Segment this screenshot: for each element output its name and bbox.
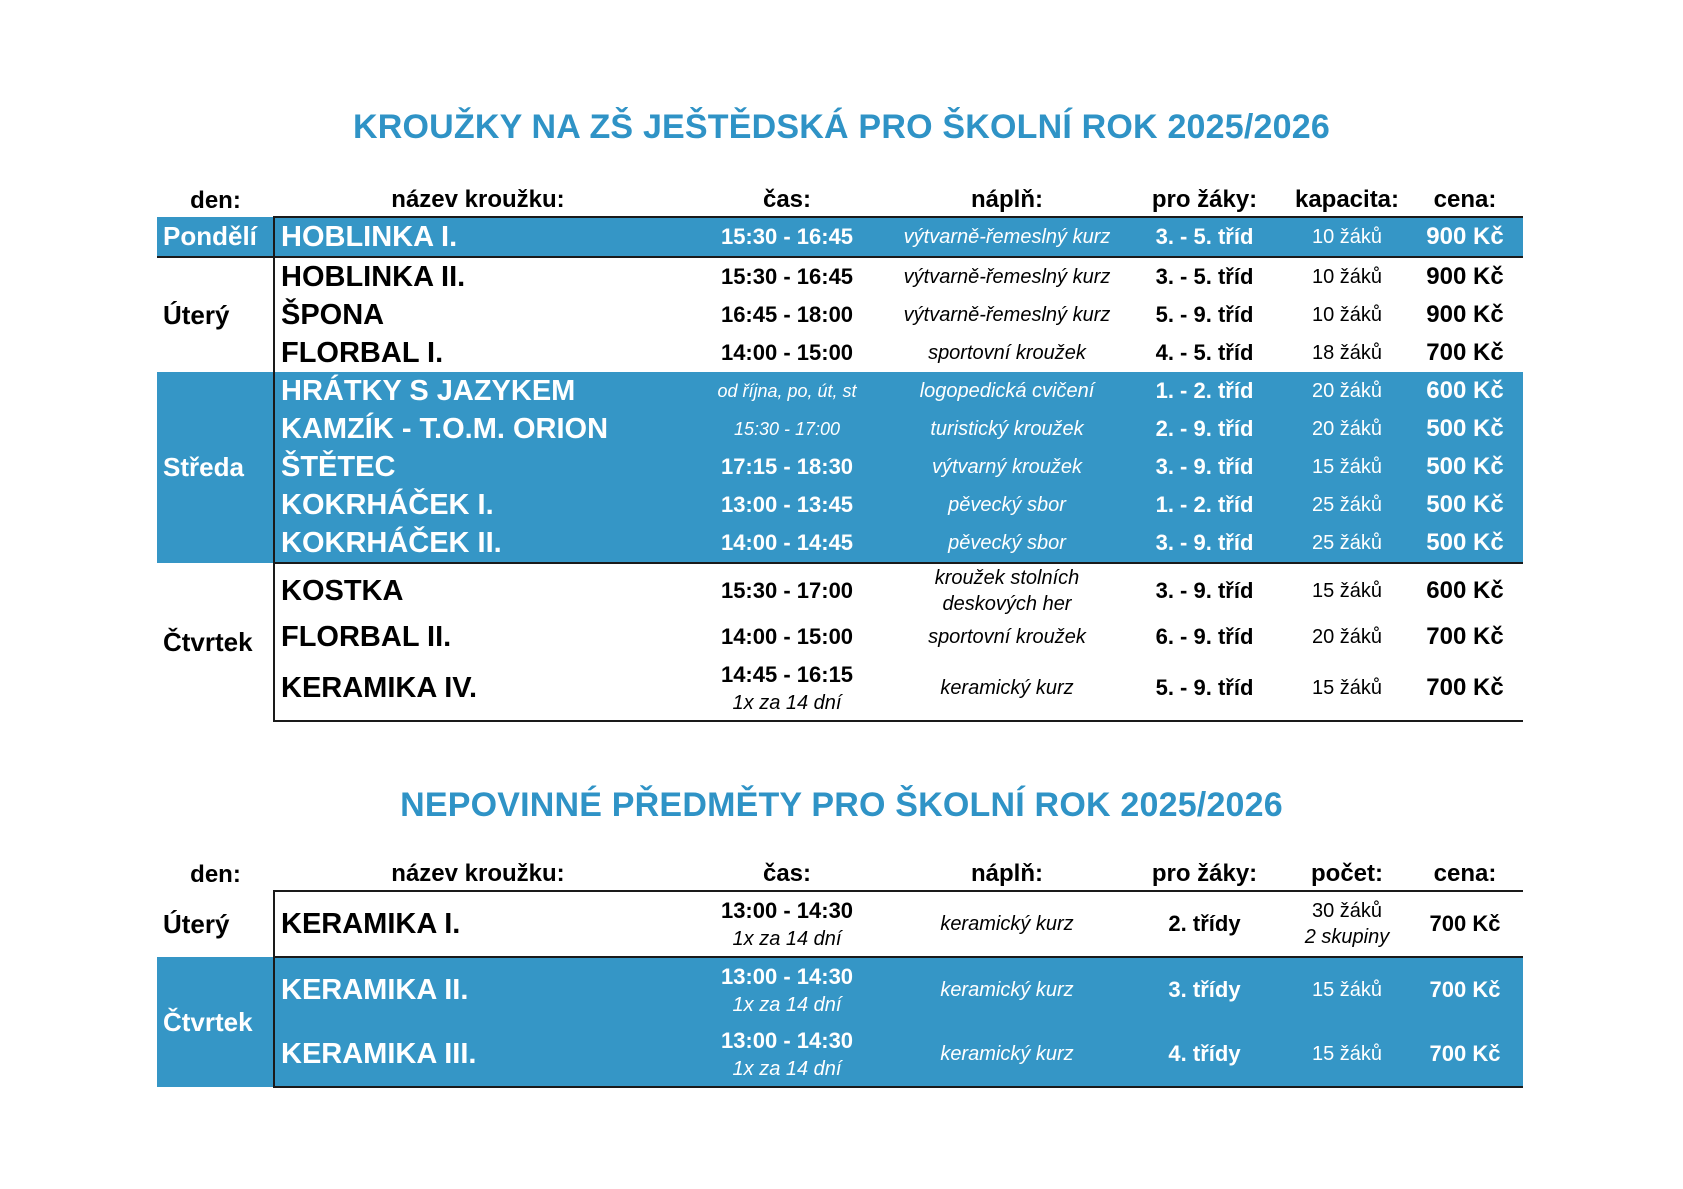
table-row [157,410,1523,448]
day-label: Středa [157,372,274,563]
club-grades: 1. - 2. tříd [1122,486,1287,524]
day-label: Úterý [163,908,230,939]
club-price: 700 Kč [1407,656,1523,721]
club-time: 15:30 - 17:00 [682,410,892,448]
club-capacity: 20 žáků [1311,626,1383,648]
club-content: sportovní kroužek [928,342,1086,364]
header-pocet: počet: [1287,854,1407,891]
header-cas: čas: [682,180,892,217]
table-row [157,656,1523,721]
club-content: keramický kurz [892,656,1122,721]
subject-time [682,891,892,957]
subject-price: 700 Kč [1407,1022,1523,1087]
club-content: pěvecký sbor [892,524,1122,563]
club-capacity: 15 žáků [1287,448,1407,486]
club-name: KAMZÍK - T.O.M. ORION [274,410,682,448]
table-row [157,524,1523,563]
club-price: 900 Kč [1426,301,1504,328]
club-name: ŠPONA [274,296,682,334]
club-content-line2: deskových her [942,593,1072,615]
header-cena: cena: [1407,180,1523,217]
club-name: HOBLINKA II. [274,257,682,296]
table-row [157,448,1523,486]
day-label: Čtvrtek [163,626,253,657]
table-row [157,563,1523,618]
club-content-line1: kroužek stolních [934,567,1080,589]
club-name: FLORBAL II. [274,618,682,656]
club-name: HOBLINKA I. [274,217,682,257]
table-row [157,618,1523,656]
club-time: 14:00 - 15:00 [720,340,854,365]
club-content: sportovní kroužek [928,626,1086,648]
club-price: 900 Kč [1426,263,1504,290]
club-grades: 3. - 9. tříd [1122,448,1287,486]
club-grades: 2. - 9. tříd [1122,410,1287,448]
subject-time-note: 1x za 14 dní [732,993,842,1016]
table-row [157,372,1523,410]
club-price: 500 Kč [1407,524,1523,563]
subject-grades: 4. třídy [1122,1022,1287,1087]
club-grades: 3. - 9. tříd [1155,578,1254,603]
club-price: 500 Kč [1407,410,1523,448]
table-header-row [157,180,1523,217]
header-name: název kroužku: [274,180,682,217]
club-content: pěvecký sbor [892,486,1122,524]
club-content: výtvarný kroužek [892,448,1122,486]
club-content: turistický kroužek [892,410,1122,448]
subject-count: 15 žáků [1287,957,1407,1022]
club-price: 900 Kč [1407,217,1523,257]
subject-grades: 2. třídy [1122,891,1287,957]
subject-time-note: 1x za 14 dní [732,927,842,950]
club-time: 16:45 - 18:00 [720,302,854,327]
club-price: 600 Kč [1426,577,1504,604]
header-napln: náplň: [892,854,1122,891]
header-cena: cena: [1407,854,1523,891]
subject-name: KERAMIKA III. [274,1022,682,1087]
club-capacity: 10 žáků [1311,266,1383,288]
club-capacity: 18 žáků [1311,342,1383,364]
club-price: 500 Kč [1407,486,1523,524]
club-time: 15:30 - 16:45 [682,217,892,257]
header-kapacita: kapacita: [1287,180,1407,217]
club-time: 13:00 - 13:45 [682,486,892,524]
club-capacity: 15 žáků [1287,656,1407,721]
subject-name: KERAMIKA II. [274,957,682,1022]
header-den: den: [190,861,241,888]
club-capacity: 10 žáků [1287,217,1407,257]
club-capacity: 20 žáků [1287,372,1407,410]
club-name: ŠTĚTEC [274,448,682,486]
club-content [892,563,1122,618]
club-content: výtvarně-řemeslný kurz [903,304,1111,326]
subject-time [682,1022,892,1087]
club-price: 700 Kč [1426,623,1504,650]
table-header-row [157,854,1523,891]
subject-count-main: 30 žáků [1311,900,1383,922]
section-title: NEPOVINNÉ PŘEDMĚTY PRO ŠKOLNÍ ROK 2025/2026 [400,786,1283,824]
subject-price: 700 Kč [1407,891,1523,957]
club-grades: 3. - 5. tříd [1122,217,1287,257]
club-name: KOSTKA [274,563,682,618]
table-row [157,296,1523,334]
club-capacity: 15 žáků [1311,580,1383,602]
subject-grades: 3. třídy [1122,957,1287,1022]
subject-content: keramický kurz [892,891,1122,957]
club-time: 14:00 - 15:00 [720,624,854,649]
club-price: 600 Kč [1407,372,1523,410]
club-grades: 5. - 9. tříd [1155,302,1254,327]
club-capacity: 20 žáků [1287,410,1407,448]
club-content: logopedická cvičení [892,372,1122,410]
club-content: výtvarně-řemeslný kurz [903,266,1111,288]
club-grades: 3. - 5. tříd [1155,264,1254,289]
subject-count [1287,891,1407,957]
table-row [157,334,1523,372]
subject-price: 700 Kč [1407,957,1523,1022]
subject-count: 15 žáků [1287,1022,1407,1087]
header-napln: náplň: [892,180,1122,217]
subject-time [682,957,892,1022]
club-capacity: 25 žáků [1287,486,1407,524]
page-title: KROUŽKY NA ZŠ JEŠTĚDSKÁ PRO ŠKOLNÍ ROK 2025/2026 [353,108,1330,146]
club-capacity: 10 žáků [1311,304,1383,326]
club-name: KERAMIKA IV. [274,656,682,721]
header-name: název kroužku: [274,854,682,891]
club-capacity: 25 žáků [1287,524,1407,563]
subject-time-main: 13:00 - 14:30 [720,1027,854,1053]
day-label: Pondělí [157,217,274,257]
club-time: 15:30 - 16:45 [720,264,854,289]
club-grades: 3. - 9. tříd [1122,524,1287,563]
club-time: 17:15 - 18:30 [682,448,892,486]
subject-time-main: 13:00 - 14:30 [720,963,854,989]
club-name: KOKRHÁČEK II. [274,524,682,563]
subject-name: KERAMIKA I. [274,891,682,957]
subject-content: keramický kurz [892,1022,1122,1087]
header-cas: čas: [682,854,892,891]
subject-time-main: 13:00 - 14:30 [720,897,854,923]
subject-count-note: 2 skupiny [1304,926,1390,948]
club-name: FLORBAL I. [274,334,682,372]
table-row [157,1022,1523,1087]
club-name: KOKRHÁČEK I. [274,486,682,524]
club-time: 14:00 - 14:45 [682,524,892,563]
club-time: 15:30 - 17:00 [720,578,854,603]
club-price: 500 Kč [1407,448,1523,486]
clubs-table [157,180,1523,722]
table-row [157,257,1523,296]
club-grades: 6. - 9. tříd [1155,624,1254,649]
subject-time-note: 1x za 14 dní [732,1057,842,1080]
club-content: výtvarně-řemeslný kurz [892,217,1122,257]
optional-subjects-table [157,854,1523,1088]
club-grades: 1. - 2. tříd [1122,372,1287,410]
day-label: Úterý [163,299,230,330]
table-row [157,217,1523,257]
subject-content: keramický kurz [892,957,1122,1022]
day-label: Čtvrtek [157,957,274,1087]
header-zaky: pro žáky: [1122,180,1287,217]
club-grades: 5. - 9. tříd [1122,656,1287,721]
table-row [157,486,1523,524]
club-grades: 4. - 5. tříd [1155,340,1254,365]
header-den: den: [190,187,241,214]
club-time [682,656,892,721]
table-row [157,891,1523,957]
table-row [157,957,1523,1022]
header-zaky: pro žáky: [1122,854,1287,891]
club-time-note: 1x za 14 dní [732,691,842,714]
club-name: HRÁTKY S JAZYKEM [274,372,682,410]
club-price: 700 Kč [1426,339,1504,366]
club-time-main: 14:45 - 16:15 [720,661,854,687]
club-time: od října, po, út, st [682,372,892,410]
